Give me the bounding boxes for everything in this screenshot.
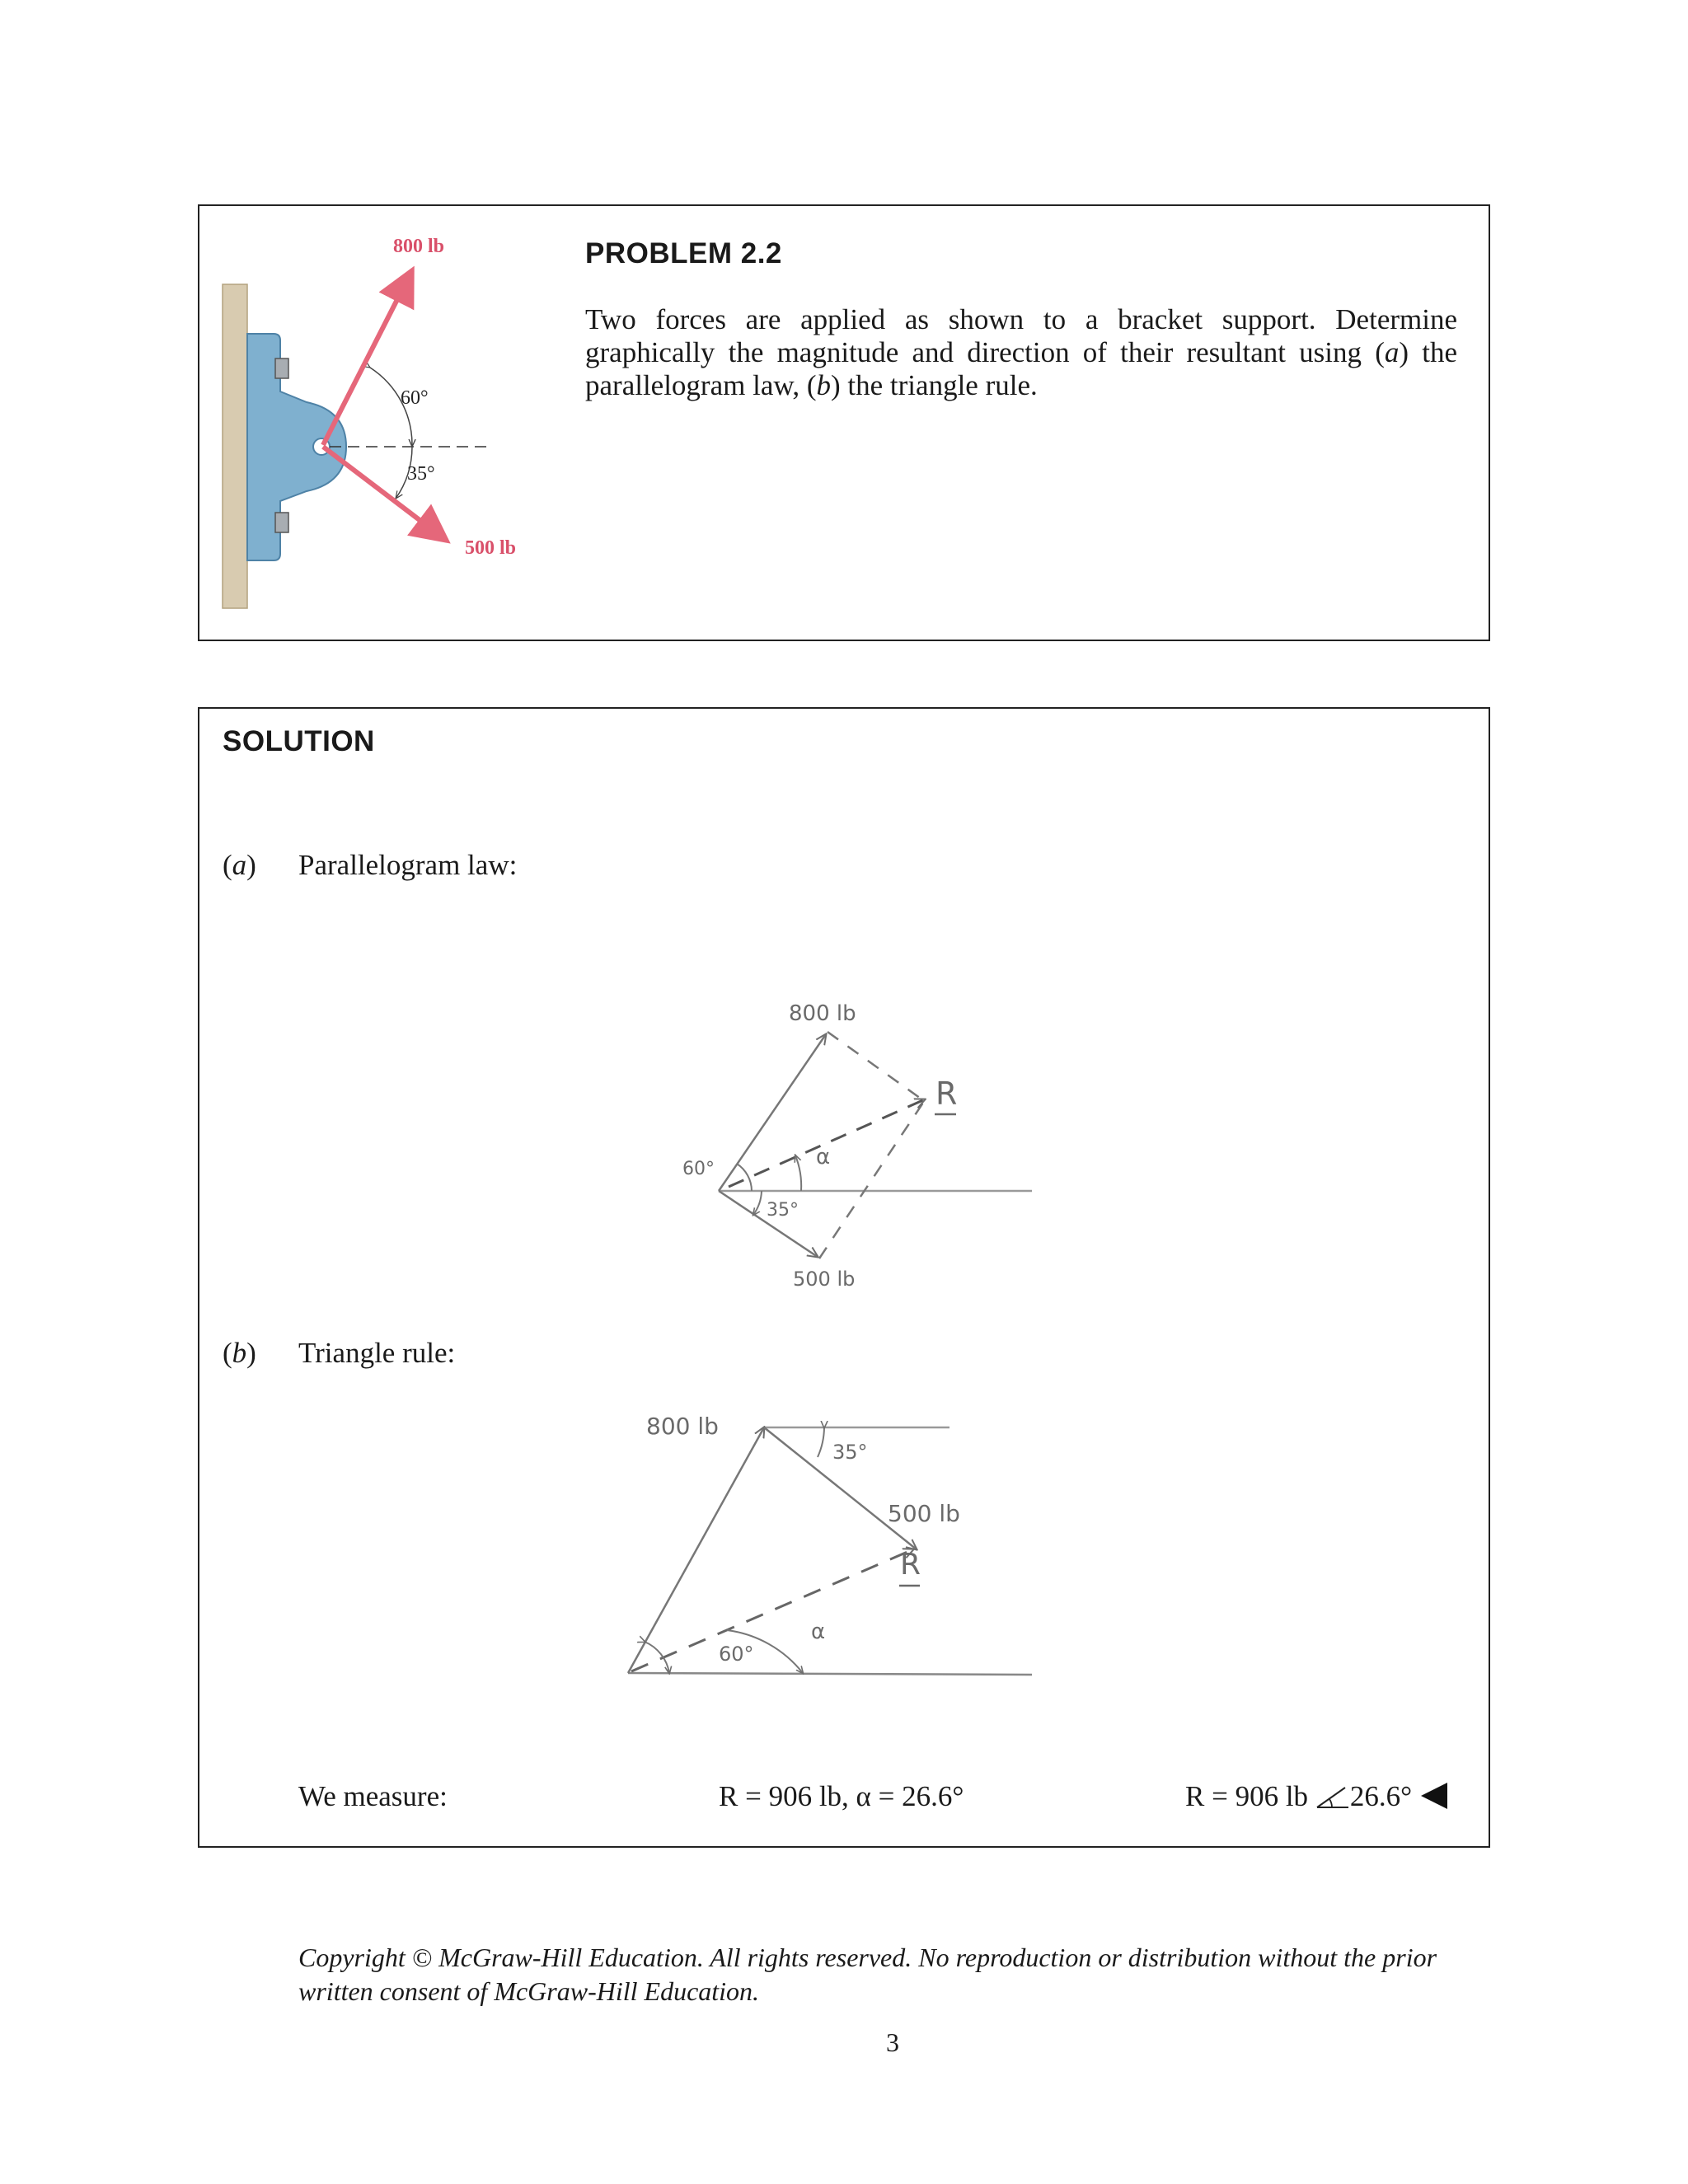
b-label-500: 500 lb bbox=[888, 1500, 960, 1527]
bolt-bottom bbox=[275, 513, 288, 532]
problem-statement: Two forces are applied as shown to a bracket support. Determine graphically the magnitude and direction of their resultant using (a) the parallelogram law, (b) the triangle rule. bbox=[585, 303, 1457, 401]
b-arc-35 bbox=[818, 1427, 824, 1457]
part-b-label: (b) bbox=[223, 1337, 256, 1369]
bracket-figure bbox=[199, 206, 546, 635]
measurement-values: R = 906 lb, α = 26.6° bbox=[719, 1780, 964, 1812]
a-dashed-side-1 bbox=[828, 1032, 923, 1100]
force-800-label: 800 lb bbox=[393, 236, 445, 257]
a-label-R: R bbox=[935, 1076, 958, 1112]
b-resultant bbox=[631, 1549, 913, 1671]
b-base-line bbox=[628, 1673, 1032, 1675]
a-arc-35 bbox=[753, 1191, 762, 1215]
a-label-500: 500 lb bbox=[793, 1268, 856, 1291]
page-number: 3 bbox=[886, 2027, 899, 2057]
answer-marker-icon bbox=[1419, 1781, 1449, 1811]
problem-box bbox=[198, 204, 1490, 641]
a-resultant bbox=[729, 1099, 925, 1187]
force-500-label: 500 lb bbox=[465, 537, 517, 559]
triangle-figure bbox=[620, 1409, 1048, 1690]
b-label-alpha: α bbox=[811, 1619, 826, 1644]
force-500-arrow bbox=[323, 447, 447, 541]
part-b-text: Triangle rule: bbox=[298, 1337, 456, 1369]
a-label-60: 60° bbox=[682, 1159, 715, 1179]
measure-label: We measure: bbox=[298, 1780, 448, 1812]
solution-title: SOLUTION bbox=[223, 725, 375, 757]
a-arc-60 bbox=[737, 1164, 752, 1191]
a-label-alpha: α bbox=[816, 1145, 831, 1169]
angle-symbol-icon bbox=[1315, 1783, 1350, 1809]
a-arc-alpha bbox=[795, 1155, 801, 1191]
wall bbox=[223, 284, 247, 608]
a-label-35: 35° bbox=[767, 1200, 799, 1221]
solution-box bbox=[198, 707, 1490, 1848]
copyright-notice: Copyright © McGraw-Hill Education. All rights reserved. No reproduction or distribution without the prior written consent of McGraw-Hill Education. bbox=[298, 1943, 1437, 2006]
angle-60-label: 60° bbox=[401, 387, 429, 409]
b-label-35: 35° bbox=[832, 1441, 868, 1464]
part-a-label: (a) bbox=[223, 849, 256, 881]
b-label-R: R bbox=[900, 1548, 921, 1582]
b-label-800: 800 lb bbox=[646, 1413, 719, 1440]
parallelogram-figure bbox=[678, 940, 1057, 1310]
angle-35-label: 35° bbox=[407, 463, 435, 485]
answer-angle: 26.6° bbox=[1349, 1780, 1413, 1812]
final-answer bbox=[1185, 1780, 1449, 1813]
bolt-top bbox=[275, 359, 288, 378]
force-800-arrow bbox=[323, 270, 412, 445]
problem-title: PROBLEM 2.2 bbox=[585, 237, 782, 269]
a-label-800: 800 lb bbox=[789, 1001, 856, 1026]
answer-magnitude: R = 906 lb bbox=[1185, 1780, 1309, 1812]
a-800-force bbox=[719, 1034, 826, 1191]
b-800-force bbox=[628, 1427, 764, 1673]
part-a-text: Parallelogram law: bbox=[298, 849, 518, 881]
b-label-60: 60° bbox=[719, 1643, 754, 1666]
